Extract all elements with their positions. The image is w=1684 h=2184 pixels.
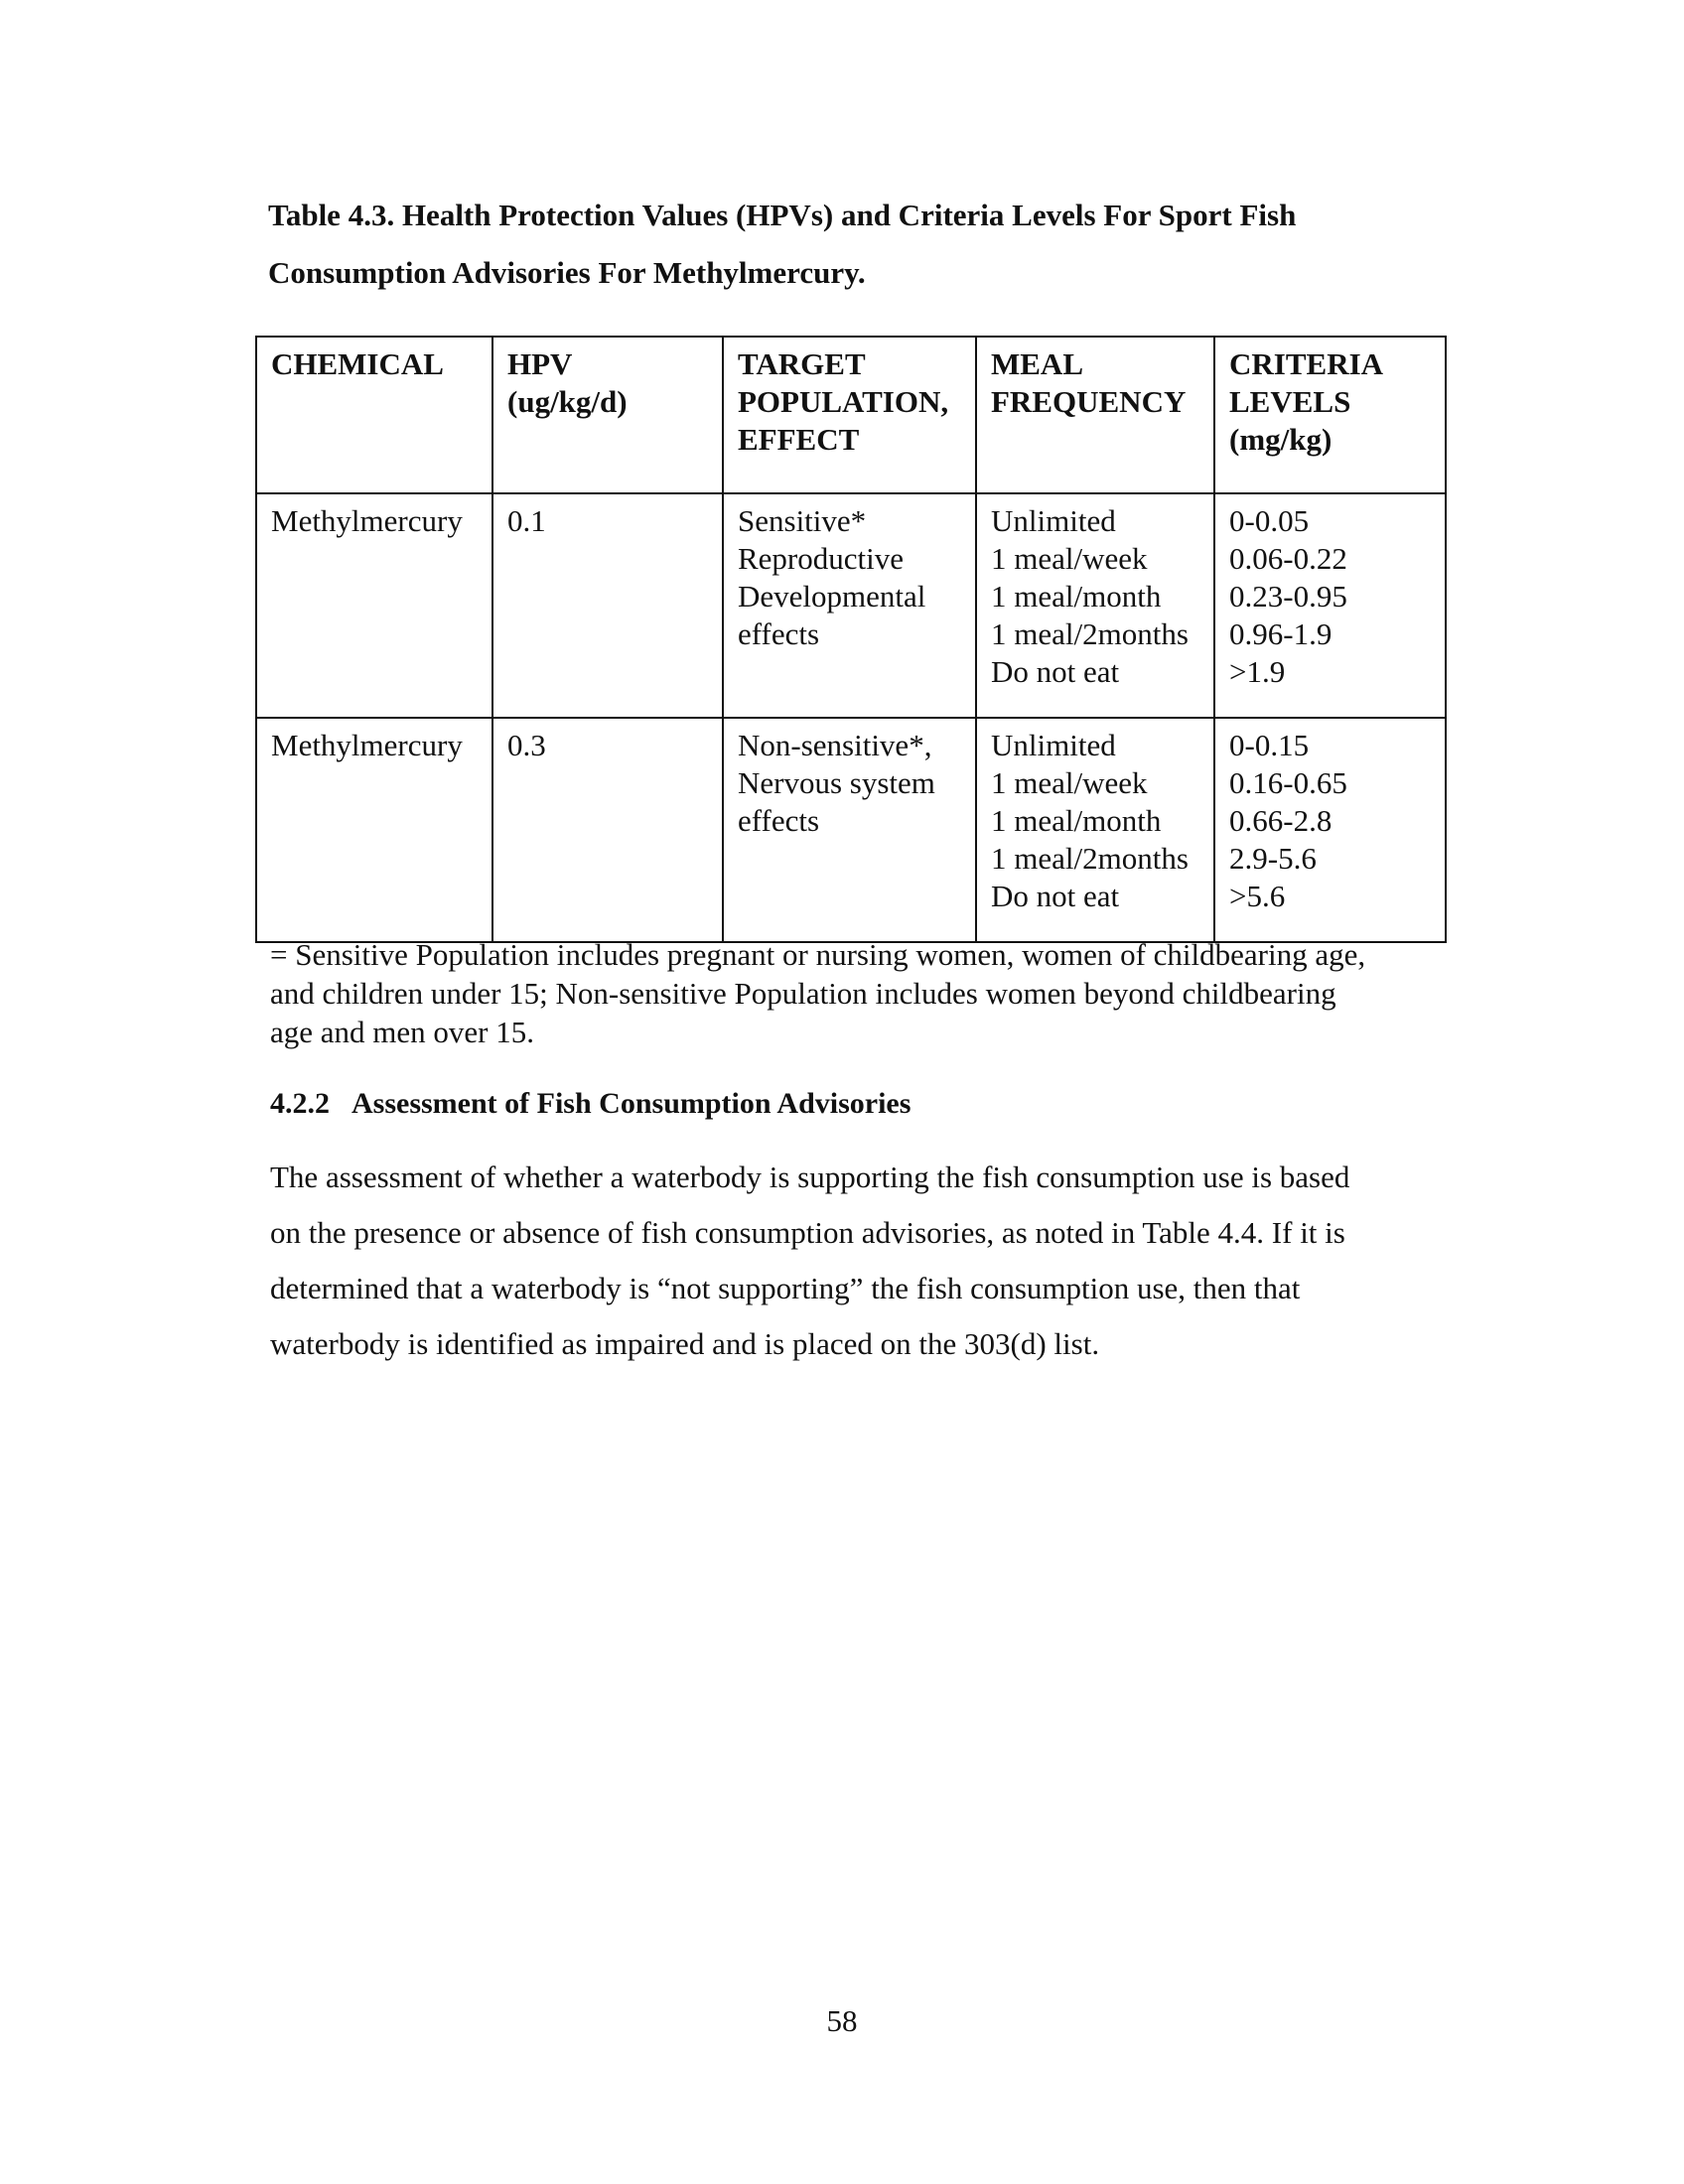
- table-row: [256, 718, 1446, 942]
- cell-line: Developmental: [738, 579, 926, 614]
- paragraph-line: determined that a waterbody is “not supporting” the fish consumption use, then that: [270, 1271, 1301, 1305]
- header-line: POPULATION,: [738, 384, 949, 419]
- cell-line: 1 meal/week: [991, 765, 1148, 800]
- cell-meal-frequency: [976, 718, 1214, 942]
- cell-line: 1 meal/2months: [991, 616, 1189, 651]
- cell-line: effects: [738, 616, 820, 651]
- hpv-criteria-table: [255, 336, 1447, 943]
- cell-line: Sensitive*: [738, 503, 867, 538]
- cell-line: 2.9-5.6: [1229, 841, 1317, 876]
- cell-line: 1 meal/month: [991, 579, 1162, 614]
- table-caption-line: Consumption Advisories For Methylmercury.: [268, 255, 866, 290]
- cell-line: 0.66-2.8: [1229, 803, 1333, 838]
- cell-line: effects: [738, 803, 820, 838]
- header-line: CHEMICAL: [271, 346, 444, 381]
- header-hpv: [492, 337, 723, 493]
- section-number: 4.2.2: [270, 1087, 330, 1120]
- cell-line: 1 meal/2months: [991, 841, 1189, 876]
- paragraph-line: on the presence or absence of fish consumption advisories, as noted in Table 4.4. If it is: [270, 1215, 1345, 1250]
- header-meal-frequency: [976, 337, 1214, 493]
- paragraph-line: The assessment of whether a waterbody is supporting the fish consumption use is based: [270, 1160, 1350, 1194]
- header-line: HPV: [507, 346, 573, 381]
- header-line: (mg/kg): [1229, 422, 1333, 457]
- header-target-population: [723, 337, 976, 493]
- header-line: (ug/kg/d): [507, 384, 628, 419]
- cell-target-population: [723, 718, 976, 942]
- cell-line: Do not eat: [991, 654, 1120, 689]
- cell-line: 1 meal/month: [991, 803, 1162, 838]
- cell-line: 0.16-0.65: [1229, 765, 1347, 800]
- table-caption-line: Table 4.3. Health Protection Values (HPVs) and Criteria Levels For Sport Fish: [268, 198, 1297, 232]
- body-paragraph: [270, 1150, 1442, 1372]
- table-row: [256, 493, 1446, 718]
- header-line: FREQUENCY: [991, 384, 1187, 419]
- cell-line: 0-0.15: [1229, 728, 1310, 762]
- cell-chemical: Methylmercury: [256, 718, 492, 942]
- table-footnote: [270, 935, 1442, 1051]
- header-chemical: [256, 337, 492, 493]
- footnote-line: age and men over 15.: [270, 1015, 534, 1049]
- cell-line: >1.9: [1229, 654, 1286, 689]
- cell-line: 0.96-1.9: [1229, 616, 1333, 651]
- cell-meal-frequency: [976, 493, 1214, 718]
- header-line: CRITERIA: [1229, 346, 1384, 381]
- cell-line: 1 meal/week: [991, 541, 1148, 576]
- cell-line: Unlimited: [991, 728, 1116, 762]
- cell-criteria-levels: [1214, 493, 1446, 718]
- cell-chemical: Methylmercury: [256, 493, 492, 718]
- cell-hpv: 0.3: [492, 718, 723, 942]
- cell-criteria-levels: [1214, 718, 1446, 942]
- footnote-line: = Sensitive Population includes pregnant or nursing women, women of childbearing age,: [270, 937, 1366, 972]
- table-header-row: [256, 337, 1446, 493]
- cell-line: Reproductive: [738, 541, 905, 576]
- page-number: 58: [826, 2003, 858, 2038]
- cell-line: Nervous system: [738, 765, 935, 800]
- cell-line: 0-0.05: [1229, 503, 1310, 538]
- cell-target-population: [723, 493, 976, 718]
- cell-line: Unlimited: [991, 503, 1116, 538]
- section-heading: [270, 1087, 911, 1121]
- header-line: TARGET: [738, 346, 866, 381]
- header-line: EFFECT: [738, 422, 860, 457]
- cell-line: >5.6: [1229, 879, 1286, 913]
- cell-line: 0.06-0.22: [1229, 541, 1347, 576]
- footnote-line: and children under 15; Non-sensitive Population includes women beyond childbearing: [270, 976, 1336, 1011]
- paragraph-line: waterbody is identified as impaired and is placed on the 303(d) list.: [270, 1326, 1100, 1361]
- header-criteria-levels: [1214, 337, 1446, 493]
- header-line: MEAL: [991, 346, 1083, 381]
- table-caption: [268, 187, 1440, 302]
- header-line: LEVELS: [1229, 384, 1351, 419]
- cell-line: 0.23-0.95: [1229, 579, 1347, 614]
- cell-line: Non-sensitive*,: [738, 728, 932, 762]
- section-title: Assessment of Fish Consumption Advisories: [351, 1087, 912, 1120]
- cell-hpv: 0.1: [492, 493, 723, 718]
- cell-line: Do not eat: [991, 879, 1120, 913]
